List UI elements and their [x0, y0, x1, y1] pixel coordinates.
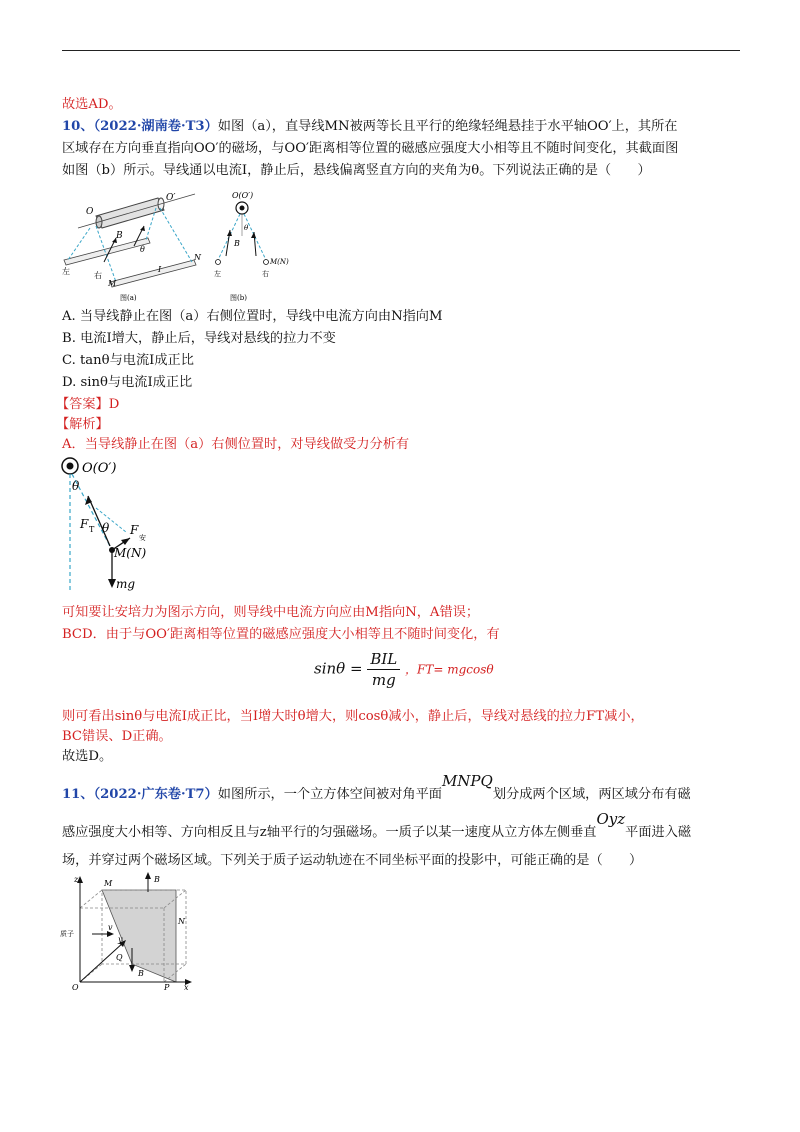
q9-conclusion: 故选AD。 — [62, 97, 122, 112]
fig-b-label-right: 右 — [262, 270, 269, 278]
q10-option-b: B. 电流I增大，静止后，导线对悬线的拉力不变 — [62, 331, 336, 346]
fig-a-label-left: 左 — [62, 267, 70, 276]
q10-option-d: D. sinθ与电流I成正比 — [62, 375, 193, 390]
formula-rhs: ，FT= mgcosθ — [405, 662, 494, 677]
formula-lhs: sinθ = — [314, 659, 363, 678]
formula-num: BIL — [367, 650, 400, 670]
q10-figure-a — [60, 186, 210, 304]
force-diagram — [58, 454, 168, 594]
fig-b-label-left: 左 — [214, 270, 221, 278]
force-label-fan: F — [130, 523, 139, 537]
q11-stem-text2a: 感应强度大小相等、方向相反且与z轴平行的匀强磁场。一质子以某一速度从立方体左侧垂直 — [62, 825, 597, 840]
fig-a-label-m: M — [108, 279, 117, 288]
q10-stem-text1: 如图（a），直导线MN被两等长且平行的绝缘轻绳悬挂于水平轴OO′上，其所在 — [217, 119, 678, 134]
q11-stem-line1 — [62, 772, 691, 804]
q10-stem-line3: 如图（b）所示。导线通以电流I，静止后，悬线偏离竖直方向的夹角为θ。下列说法正确的是（ ） — [62, 163, 651, 178]
q10-stem-line2: 区域存在方向垂直指向OO′的磁场，与OO′距离相等位置的磁感应强度大小相等且不随时间变化，其截面图 — [62, 141, 679, 156]
cube-label-proton: 质子 — [60, 930, 74, 938]
formula-fraction — [367, 650, 400, 689]
cube-label-o: O — [72, 983, 79, 992]
q10-conclusion: 故选D。 — [62, 749, 113, 764]
cube-label-z: z — [74, 875, 79, 884]
q11-stem-text1b: 划分成两个区域，两区域分布有磁 — [492, 787, 691, 802]
q10-stem-line1 — [62, 118, 678, 136]
force-label-fan-sub: 安 — [139, 534, 146, 542]
formula-den: mg — [371, 671, 396, 689]
q10-option-c: C. tanθ与电流I成正比 — [62, 353, 194, 368]
q10-figure-b — [212, 186, 292, 304]
q10-answer: 【答案】D — [56, 397, 120, 412]
q11-oyz: Oyz — [596, 810, 626, 828]
q11-stem-line2 — [62, 810, 692, 842]
force-label-theta2: θ — [102, 521, 110, 535]
q10-analysis-a: A．当导线静止在图（a）右侧位置时，对导线做受力分析有 — [62, 437, 410, 452]
cube-label-b-up: B — [154, 875, 160, 884]
cube-label-n: N — [178, 917, 185, 926]
force-label-ooprime: O(O′) — [82, 461, 117, 476]
q11-stem-text1a: 如图所示，一个立方体空间被对角平面 — [217, 787, 442, 802]
header-rule — [62, 50, 740, 51]
formula — [314, 650, 494, 689]
fig-a-label-theta: θ — [140, 245, 145, 254]
cube-label-v: v — [108, 923, 113, 932]
q11-number: 11、 — [62, 787, 94, 802]
q11-mnpq: MNPQ — [441, 772, 493, 790]
q10-analysis-a2: 可知要让安培力为图示方向，则导线中电流方向应由M指向N，A错误； — [62, 605, 480, 620]
fig-a-label-oprime: O′ — [166, 193, 176, 203]
cube-label-m: M — [104, 879, 113, 888]
force-label-mn: M(N) — [114, 546, 147, 560]
q11-source: （2022·广东卷·T7） — [93, 787, 218, 802]
fig-b-label-theta: θ — [244, 224, 249, 232]
q11-stem-text2b: 平面进入磁 — [625, 825, 692, 840]
fig-b-label-mn: M(N) — [270, 258, 289, 266]
q10-source: （2022·湖南卷·T3） — [93, 119, 218, 134]
q10-number: 10、 — [62, 119, 94, 134]
fig-b-label-ooprime: O(O′) — [232, 191, 254, 200]
force-label-mg: mg — [116, 577, 136, 591]
force-label-theta: θ — [72, 479, 80, 493]
fig-a-caption: 图(a) — [120, 294, 137, 302]
fig-a-label-n: N — [194, 253, 201, 262]
q10-option-a: A. 当导线静止在图（a）右侧位置时，导线中电流方向由N指向M — [62, 309, 443, 324]
fig-a-label-o: O — [86, 207, 94, 217]
cube-label-y: y — [118, 935, 123, 944]
cube-label-p: P — [164, 983, 170, 992]
q10-analysis-end2: BC错误、D正确。 — [62, 729, 172, 744]
fig-b-label-b: B — [234, 239, 240, 248]
q11-cube-figure — [58, 872, 208, 992]
q10-analysis-end1: 则可看出sinθ与电流I成正比，当I增大时θ增大，则cosθ减小，静止后，导线对悬线的拉力FT减小， — [62, 709, 644, 724]
q10-analysis-bcd: BCD．由于与OO′距离相等位置的磁感应强度大小相等且不随时间变化，有 — [62, 627, 500, 642]
fig-a-label-right: 右 — [94, 271, 102, 280]
q10-analysis-title: 【解析】 — [56, 417, 109, 432]
force-label-ft-sub: T — [89, 525, 95, 534]
fig-a-label-i: I — [158, 265, 162, 274]
wire-mn — [64, 238, 196, 287]
q11-stem-line3: 场，并穿过两个磁场区域。下列关于质子运动轨迹在不同坐标平面的投影中，可能正确的是（ ） — [62, 853, 643, 868]
cube-label-x: x — [184, 983, 189, 992]
force-label-ft: F — [80, 517, 89, 531]
cube-label-q: Q — [116, 953, 123, 962]
fig-b-caption: 图(b) — [230, 294, 247, 302]
cube-label-b-down: B — [138, 969, 144, 978]
fig-a-label-b: B — [116, 231, 123, 241]
